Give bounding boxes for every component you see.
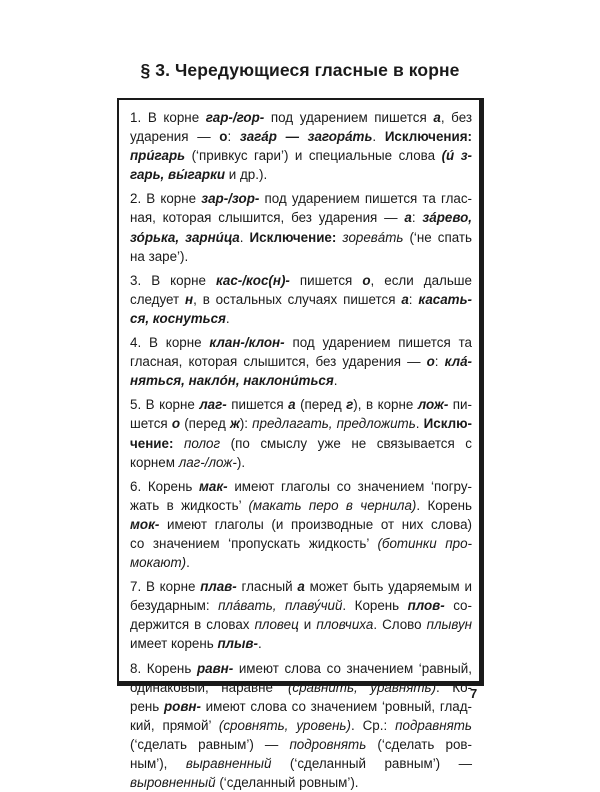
rule-3 (130, 271, 472, 328)
text-run: имеют слова со значением ‘равный, (233, 660, 472, 676)
text-run: гласный (236, 579, 298, 595)
text-run: пи- (448, 397, 472, 413)
text-run: зоревáть (342, 229, 404, 245)
rule-2 (130, 189, 472, 265)
rule-4 (130, 333, 472, 390)
text-run: ся, коснуться (130, 310, 226, 326)
rule-line (130, 434, 472, 453)
text-run: . (415, 416, 424, 432)
text-run: (‘сделанный равным’) — (271, 756, 472, 771)
text-run: имеют слова со значением ‘ровный, глад- (200, 698, 472, 714)
text-run: . (225, 310, 230, 326)
text-run: подровнять (289, 736, 367, 752)
text-run: ): (239, 416, 253, 432)
text-run: а (404, 210, 412, 226)
text-run: предлагать, предложить (252, 416, 416, 432)
text-run: со значением ‘пропускать жидкость’ (130, 535, 378, 551)
text-run: жать в жидкость’ (130, 497, 249, 513)
text-run: под ударением пишется та глас- (259, 191, 472, 207)
text-run: а (433, 110, 441, 125)
text-run: плов- (407, 598, 445, 614)
text-run: . Слово (373, 617, 427, 633)
text-run: ровн- (163, 698, 201, 714)
text-run: няться, наклóн, наклонúться (130, 373, 334, 389)
rule-1 (130, 108, 472, 184)
text-run: касать- (418, 291, 472, 307)
text-run: . (239, 229, 250, 245)
text-run: Исключение: (249, 229, 337, 245)
text-run: зо́рька, зарнúца (130, 229, 240, 245)
rule-line (130, 146, 472, 165)
text-run: о (219, 129, 228, 145)
text-run: пишется (289, 272, 363, 288)
text-run: (макать перо в чернила) (248, 497, 417, 513)
text-run: гласная, которая слышится, без ударения — (130, 354, 427, 370)
text-run: одинаковый, наравне’ (130, 679, 288, 695)
text-run: загáр — загорáть (239, 129, 373, 145)
text-run: подравнять (395, 717, 472, 733)
text-run: . Корень (342, 598, 408, 614)
text-run: лаг-/лож- (178, 454, 237, 470)
text-run: н (185, 291, 194, 307)
text-run: (‘не спать (403, 229, 472, 245)
text-run: о (362, 272, 371, 288)
text-run: 7. В корне (130, 579, 201, 595)
text-run: 4. В корне (130, 335, 210, 351)
rule-line (130, 577, 472, 596)
rule-line (130, 515, 472, 534)
text-run: кас-/кос(н)- (215, 272, 290, 288)
text-run: (перед (295, 397, 347, 413)
text-run: полог (183, 435, 221, 451)
rule-line (130, 596, 472, 615)
text-run: корнем (130, 454, 179, 470)
text-run: пловец (254, 617, 299, 633)
text-run: гар-/гор- (205, 110, 265, 125)
text-run: 6. Корень (130, 478, 200, 494)
text-run: может быть ударяемым и (304, 579, 472, 595)
text-run (173, 436, 184, 451)
text-run: имеют глаголы со значением ‘погру- (227, 478, 472, 494)
text-run: плав- (200, 579, 237, 595)
text-run: имеет корень (130, 636, 218, 652)
text-run: о (426, 354, 435, 370)
text-run: гарь, вы́гарки (130, 167, 226, 183)
rule-line (130, 716, 472, 735)
text-run: о (171, 416, 181, 432)
rule-7 (130, 577, 472, 653)
text-run: Исключения: (384, 129, 472, 145)
text-run: под ударением пишется (264, 110, 434, 125)
text-run: . (372, 129, 385, 145)
rule-line (130, 395, 472, 414)
text-run: 2. В корне (130, 191, 202, 207)
rule-line (130, 208, 472, 227)
text-run: лаг- (199, 397, 227, 413)
text-run: (перед (180, 416, 230, 432)
text-run: шется (130, 416, 172, 432)
text-run: ная, которая слышится, без ударения — (130, 210, 405, 226)
text-run: безударным: (130, 598, 219, 614)
rule-line (130, 634, 472, 653)
rule-line (130, 352, 472, 371)
text-run: выровненный (130, 775, 216, 791)
text-run: имеют глаголы (и производные от них слова) (159, 516, 472, 532)
text-run: ж (229, 416, 240, 432)
text-run: : (411, 210, 423, 226)
rule-line (130, 333, 472, 352)
section-heading: § 3. Чередующиеся гласные в корне (140, 60, 460, 80)
text-run: а (401, 291, 409, 307)
text-run: выравненный (185, 756, 272, 771)
rule-5 (130, 395, 472, 471)
rule-line (130, 127, 472, 146)
rule-line (130, 247, 472, 266)
text-run: 1. В корне (130, 110, 206, 125)
text-run: под ударением пишется та (284, 335, 472, 351)
rule-6 (130, 477, 472, 572)
text-run: следует (130, 291, 186, 307)
rule-line (130, 309, 472, 328)
text-run: пишется (226, 397, 289, 413)
rule-line (130, 496, 472, 515)
text-run: . Ко- (436, 679, 473, 695)
text-run: , в остальных случаях пишется (193, 291, 402, 307)
text-run: мок- (130, 516, 160, 532)
text-run: (‘сделать равным’) — (130, 736, 290, 752)
text-run: (‘сделанный ровным’). (215, 775, 359, 791)
text-run: (‘сделать ров- (366, 736, 472, 752)
rule-line (130, 414, 472, 433)
rule-line (130, 453, 472, 472)
text-run: плáвать, плаву́чий (218, 598, 343, 614)
text-run: ). (236, 454, 246, 470)
rule-line (130, 477, 472, 496)
rule-line (130, 189, 472, 208)
text-run: рень (130, 698, 164, 714)
text-run: зар-/зор- (201, 191, 260, 207)
rule-line (130, 773, 472, 792)
rule-line (130, 290, 472, 309)
text-run: 5. В корне (130, 397, 200, 413)
rule-line (130, 271, 472, 290)
text-run: и (298, 617, 317, 633)
text-run: Исклю- (423, 416, 472, 432)
text-run: мокают) (130, 555, 187, 571)
text-run: ным’), (130, 756, 186, 771)
text-run: ударения — (130, 129, 220, 145)
rule-line (130, 108, 472, 127)
rule-line (130, 228, 472, 247)
rule-line (130, 534, 472, 553)
text-run: (сравнить, уравнять) (287, 679, 437, 695)
rule-line (130, 165, 472, 184)
text-run: чение: (130, 435, 174, 451)
text-run: . Корень (416, 497, 473, 513)
text-run: : (434, 354, 445, 370)
text-run: . (186, 555, 190, 571)
text-run: клан-/клон- (209, 335, 285, 351)
rule-line (130, 735, 472, 754)
rule-line (130, 553, 472, 572)
text-run: (‘привкус гари’) и специальные слова (185, 148, 442, 164)
rule-line (130, 678, 472, 697)
text-run: ), в корне (353, 397, 418, 413)
rule-line (130, 697, 472, 716)
page-number: 7 (470, 686, 478, 701)
text-run: . (333, 373, 338, 389)
text-run: 3. В корне (130, 272, 216, 288)
text-run: клá- (444, 354, 472, 370)
text-run: , если дальше (370, 272, 472, 288)
text-run: (ú з- (441, 148, 472, 164)
text-run: зáрево, (422, 210, 472, 226)
rule-line (130, 615, 472, 634)
text-run: лож- (417, 397, 449, 413)
text-run: : (227, 129, 240, 145)
text-run: на заре’). (130, 248, 189, 264)
text-run: мак- (199, 478, 228, 494)
text-run: и др.). (225, 167, 268, 183)
text-run: плывун (426, 617, 473, 633)
text-run: со- (444, 598, 472, 614)
rule-line (130, 754, 472, 773)
text-run: . (257, 636, 262, 652)
text-run: 8. Корень (130, 660, 197, 676)
rule-8 (130, 659, 472, 792)
text-run: (по смыслу уже не связывается с (220, 435, 472, 451)
text-run: , без (440, 110, 472, 125)
rule-line (130, 659, 472, 678)
text-run: прúгарь (130, 148, 186, 164)
text-run: равн- (196, 660, 234, 676)
text-run: . Ср.: (350, 717, 396, 733)
text-run: кий, прямой’ (130, 717, 219, 733)
text-run: а (297, 579, 305, 595)
text-run: г (346, 397, 354, 413)
text-run: (сровнять, уровень) (218, 717, 351, 733)
text-run: (ботинки про- (377, 535, 472, 551)
text-run: держится в словах (130, 617, 255, 633)
text-run: плыв- (217, 636, 258, 652)
rule-line (130, 371, 472, 390)
text-run: : (408, 291, 419, 307)
text-run: а (288, 397, 296, 413)
text-run: пловчиха (316, 617, 374, 633)
rules-list (130, 108, 472, 792)
